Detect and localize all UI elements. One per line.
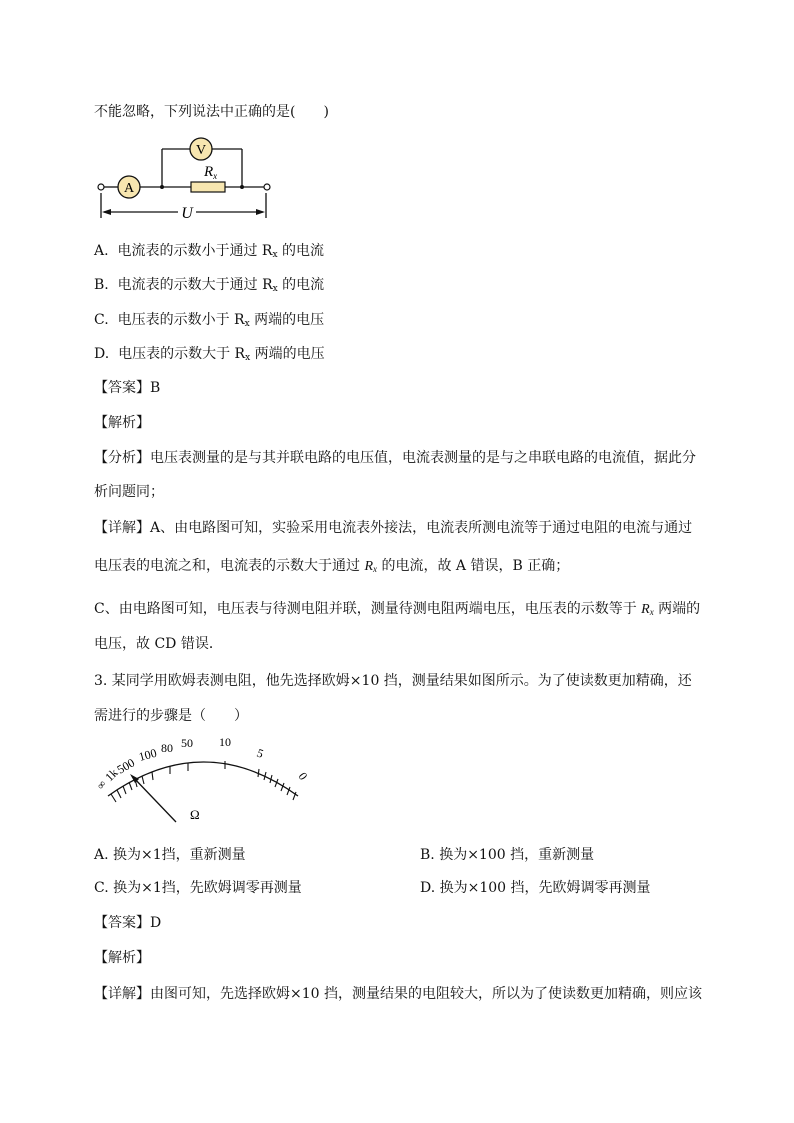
q3-answer: 【答案】D bbox=[94, 915, 162, 931]
q3-analysis-heading: 【解析】 bbox=[94, 950, 150, 966]
terminal-left bbox=[98, 184, 104, 190]
resistor-label: $R_x$ bbox=[204, 164, 218, 181]
terminal-right bbox=[264, 184, 270, 190]
q2-detail-line2: 电压表的电流之和，电流表的示数大于通过 $R_x$ 的电流，故 A 错误，B 正确； bbox=[94, 558, 570, 574]
q2-option-d: D. 电压表的示数大于 $R_x$ 两端的电压 bbox=[94, 346, 325, 363]
dial-label-10: 10 bbox=[219, 735, 231, 749]
dial-label-inf: ∞ bbox=[94, 778, 109, 792]
q2-fenxi-line2: 析问题同； bbox=[94, 484, 164, 500]
dial-label-100: 100 bbox=[137, 745, 159, 764]
junction-dot-left bbox=[160, 185, 164, 189]
q2-fenxi-line1: 【分析】电压表测量的是与其并联电路的电压值，电流表测量的是与之串联电路的电流值，据此分 bbox=[94, 450, 696, 466]
voltmeter-label: V bbox=[195, 143, 207, 158]
dial-label-1k: 1k bbox=[102, 765, 121, 785]
dial-label-500: 500 bbox=[114, 755, 138, 777]
dial-label-0: 0 bbox=[295, 769, 311, 783]
dial-label-80: 80 bbox=[161, 741, 173, 755]
q2-option-a: A. 电流表的示数小于通过 $R_x$ 的电流 bbox=[94, 243, 324, 260]
q2-detail-line3: C、由电路图可知，电压表与待测电阻并联，测量待测电阻两端电压，电压表的示数等于 $R_x$ 两端的 bbox=[94, 601, 701, 617]
q2-detail-line4: 电压，故 CD 错误． bbox=[94, 636, 223, 652]
dial-label-50: 50 bbox=[181, 736, 193, 750]
voltage-label: U bbox=[181, 205, 193, 222]
q2-option-c: C. 电压表的示数小于 $R_x$ 两端的电压 bbox=[94, 312, 325, 329]
q2-detail-line1: 【详解】A、由电路图可知，实验采用电流表外接法，电流表所测电流等于通过电阻的电流与通过 bbox=[94, 520, 693, 536]
q3-option-c: C. 换为×1挡，先欧姆调零再测量 bbox=[94, 880, 302, 896]
dial-label-5: 5 bbox=[254, 745, 266, 761]
q3-option-b: B. 换为×100 挡，重新测量 bbox=[420, 847, 595, 863]
q3-option-a: A. 换为×1挡，重新测量 bbox=[94, 847, 246, 863]
resistor-symbol bbox=[191, 182, 225, 192]
q2-answer: 【答案】B bbox=[94, 380, 161, 396]
ammeter-label: A bbox=[123, 181, 135, 196]
circuit-diagram bbox=[94, 134, 284, 228]
dial-needle bbox=[132, 776, 176, 822]
dial-unit-omega: Ω bbox=[190, 807, 200, 822]
q3-option-d: D. 换为×100 挡，先欧姆调零再测量 bbox=[420, 880, 651, 896]
q2-option-b: B. 电流表的示数大于通过 $R_x$ 的电流 bbox=[94, 277, 325, 294]
q2-stem-tail: 不能忽略，下列说法中正确的是( ) bbox=[94, 104, 329, 120]
junction-dot-right bbox=[240, 185, 244, 189]
ohmmeter-dial bbox=[94, 734, 314, 830]
q3-stem-line1: 3. 某同学用欧姆表测电阻，他先选择欧姆×10 挡，测量结果如图所示。为了使读数更加精确，还 bbox=[94, 673, 692, 689]
q3-detail-line1: 【详解】由图可知，先选择欧姆×10 挡，测量结果的电阻较大，所以为了使读数更加精确，则应该 bbox=[94, 986, 702, 1002]
q2-analysis-heading: 【解析】 bbox=[94, 415, 150, 431]
q3-stem-line2: 需进行的步骤是（ ） bbox=[94, 708, 248, 724]
